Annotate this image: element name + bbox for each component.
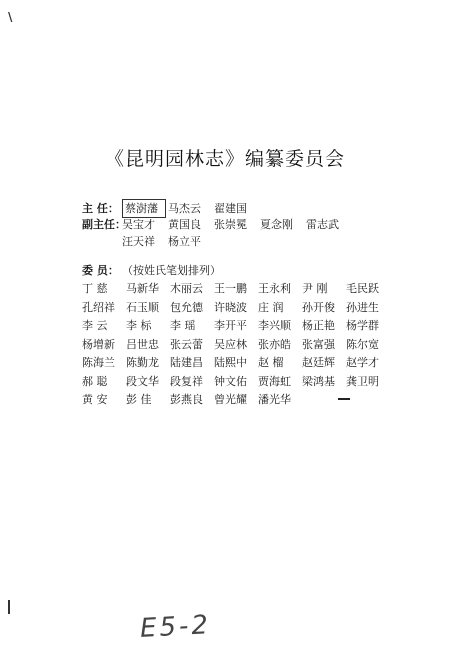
member-name: 许晓波	[214, 300, 247, 314]
members-heading	[82, 262, 221, 279]
members-grid	[82, 280, 390, 410]
member-name: 木丽云	[170, 282, 203, 295]
member-name: 陈海兰	[82, 356, 115, 369]
member-name: 张亦皓	[258, 337, 291, 351]
member-name: 陆熙中	[214, 356, 247, 369]
member-name: 毛民跃	[346, 282, 379, 295]
handwritten-page-code: E5-2	[139, 610, 212, 644]
member-name: 杨增新	[82, 337, 115, 351]
members-row	[82, 391, 390, 410]
member-name: 段复祥	[170, 374, 203, 388]
members-ordering-note: （按姓氏笔划排列）	[122, 264, 221, 277]
member-name: 张富强	[302, 337, 335, 351]
member-name: 赵学才	[346, 356, 379, 369]
member-name: 陆建昌	[170, 356, 203, 369]
members-row	[82, 317, 390, 336]
member-name: 黄 安	[82, 393, 108, 406]
member-name: 贾海虹	[258, 374, 291, 388]
member-name: 李 瑶	[170, 319, 196, 332]
member-name: 孙开俊	[302, 300, 335, 314]
member-name: 庄 润	[258, 300, 284, 314]
member-name: 杨正艳	[302, 319, 335, 332]
members-row	[82, 354, 390, 373]
member-name: 彭 佳	[126, 393, 152, 406]
director-name: 翟建国	[214, 202, 247, 215]
director-name: 马杰云	[168, 202, 201, 215]
member-name: 梁鸿基	[302, 374, 335, 388]
page-title: 《昆明园林志》编纂委员会	[104, 148, 345, 170]
member-name: 王永利	[258, 282, 291, 295]
member-name: 李兴顺	[258, 319, 291, 332]
margin-tick	[8, 600, 10, 614]
deputy-name: 汪天祥	[122, 235, 155, 248]
member-name: 王一鹏	[214, 282, 247, 295]
deputy-name: 吴宝才	[122, 218, 155, 231]
member-name: 孔绍祥	[82, 300, 115, 314]
member-name: 杨学群	[346, 319, 379, 332]
end-mark	[338, 398, 350, 400]
member-name: 丁 慈	[82, 282, 108, 295]
director-label: 主 任：	[82, 202, 119, 215]
member-name: 赵 榴	[258, 356, 284, 369]
member-name: 钟文佑	[214, 374, 247, 388]
member-name: 龚卫明	[346, 374, 379, 388]
member-name: 包允德	[170, 300, 203, 314]
member-name: 尹 刚	[302, 282, 328, 295]
deputy-name: 夏念刚	[260, 218, 293, 231]
member-name: 郝 聪	[82, 374, 108, 388]
deputy-name: 张崇冕	[214, 218, 247, 231]
member-name: 赵廷辉	[302, 356, 335, 369]
member-name: 陈勤龙	[126, 356, 159, 369]
member-name: 李 标	[126, 319, 152, 332]
member-name: 曾光耀	[214, 393, 247, 406]
members-row	[82, 336, 390, 355]
deputy-label: 副主任：	[82, 218, 126, 231]
members-row	[82, 299, 390, 318]
corner-mark: \	[8, 10, 13, 24]
deputy-name: 黄国良	[168, 218, 201, 231]
member-name: 潘光华	[258, 393, 291, 406]
members-row	[82, 280, 390, 299]
member-name: 张云蕾	[170, 337, 203, 351]
member-name: 马新华	[126, 282, 159, 295]
deputy-name: 雷志武	[306, 218, 339, 231]
director-name: 蔡澍藩	[122, 199, 166, 218]
deputy-row-continued	[82, 233, 214, 250]
member-name: 李开平	[214, 319, 247, 332]
members-row	[82, 373, 390, 392]
member-name: 孙进生	[346, 300, 379, 314]
member-name: 陈尔宽	[346, 337, 379, 351]
member-name: 彭燕良	[170, 393, 203, 406]
deputy-name: 杨立平	[168, 235, 201, 248]
members-label: 委 员：	[82, 264, 119, 277]
member-name: 石玉顺	[126, 300, 159, 314]
member-name: 李 云	[82, 319, 108, 332]
member-name: 吕世忠	[126, 337, 159, 351]
member-name: 吴应林	[214, 337, 247, 351]
deputy-row	[82, 216, 352, 233]
member-name: 段文华	[126, 374, 159, 388]
